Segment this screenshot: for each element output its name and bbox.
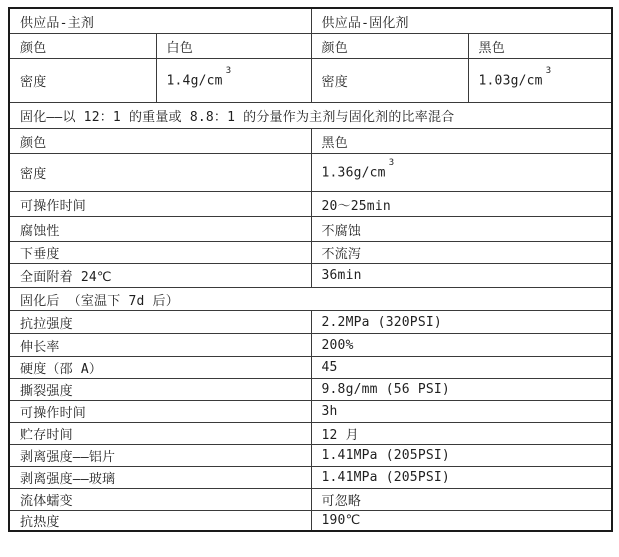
- property-value: 200%: [311, 334, 612, 357]
- density-exponent: 3: [545, 66, 552, 77]
- property-label: 撕裂强度: [9, 379, 311, 401]
- main-agent-title: 供应品-主剂: [9, 8, 311, 34]
- density-exponent: 3: [225, 66, 232, 77]
- property-value: 可忽略: [311, 489, 612, 511]
- property-value: 12 月: [311, 423, 612, 445]
- table-row: [9, 34, 612, 59]
- table-row: [9, 401, 612, 423]
- curing-agent-title: 供应品-固化剂: [311, 8, 612, 34]
- main-agent-density-label: 密度: [9, 59, 156, 103]
- main-agent-density-value: [156, 59, 311, 103]
- density-number: 1.03g/cm: [478, 73, 543, 89]
- table-row: [9, 357, 612, 379]
- curing-agent-color-value: 黑色: [468, 34, 612, 59]
- property-label: 贮存时间: [9, 423, 311, 445]
- table-row: [9, 59, 612, 103]
- property-value: 2.2MPa (320PSI): [311, 311, 612, 334]
- cured-section-header: 固化后 （室温下 7d 后）: [9, 288, 612, 311]
- table-row: [9, 423, 612, 445]
- property-label: 伸长率: [9, 334, 311, 357]
- property-label: 腐蚀性: [9, 217, 311, 242]
- table-row: [9, 103, 612, 129]
- table-row: [9, 311, 612, 334]
- density-number: 1.36g/cm: [321, 165, 386, 181]
- property-label: 硬度（邵 A）: [9, 357, 311, 379]
- table-row: [9, 8, 612, 34]
- property-label: 剥离强度——玻璃: [9, 467, 311, 489]
- property-label: 下垂度: [9, 242, 311, 264]
- table-row: [9, 154, 612, 192]
- property-label: 可操作时间: [9, 401, 311, 423]
- property-value: [311, 154, 612, 192]
- property-label: 抗拉强度: [9, 311, 311, 334]
- density-exponent: 3: [388, 158, 395, 169]
- table-row: [9, 489, 612, 511]
- main-agent-color-value: 白色: [156, 34, 311, 59]
- table-row: [9, 511, 612, 532]
- property-value: 3h: [311, 401, 612, 423]
- property-label: 全面附着 24℃: [9, 264, 311, 288]
- curing-agent-density-label: 密度: [311, 59, 468, 103]
- property-label: 颜色: [9, 129, 311, 154]
- table-row: [9, 129, 612, 154]
- property-value: 45: [311, 357, 612, 379]
- property-value: 黑色: [311, 129, 612, 154]
- property-label: 密度: [9, 154, 311, 192]
- curing-agent-color-label: 颜色: [311, 34, 468, 59]
- table-row: [9, 467, 612, 489]
- table-row: [9, 217, 612, 242]
- table-row: [9, 379, 612, 401]
- property-value: 20～25min: [311, 192, 612, 217]
- property-value: 1.41MPa (205PSI): [311, 467, 612, 489]
- curing-agent-density-value: [468, 59, 612, 103]
- table-row: [9, 334, 612, 357]
- property-value: 1.41MPa (205PSI): [311, 445, 612, 467]
- product-spec-table: [8, 7, 613, 532]
- table-row: [9, 192, 612, 217]
- property-label: 流体蠕变: [9, 489, 311, 511]
- property-label: 可操作时间: [9, 192, 311, 217]
- property-label: 抗热度: [9, 511, 311, 532]
- curing-note: 固化——以 12：1 的重量或 8.8：1 的分量作为主剂与固化剂的比率混合: [9, 103, 612, 129]
- property-label: 剥离强度——铝片: [9, 445, 311, 467]
- density-number: 1.4g/cm: [166, 73, 223, 89]
- property-value: 36min: [311, 264, 612, 288]
- table-row: [9, 242, 612, 264]
- table-row: [9, 445, 612, 467]
- table-row: [9, 288, 612, 311]
- main-agent-color-label: 颜色: [9, 34, 156, 59]
- property-value: 不腐蚀: [311, 217, 612, 242]
- table-row: [9, 264, 612, 288]
- property-value: 不流泻: [311, 242, 612, 264]
- property-value: 9.8g/mm (56 PSI): [311, 379, 612, 401]
- property-value: 190℃: [311, 511, 612, 532]
